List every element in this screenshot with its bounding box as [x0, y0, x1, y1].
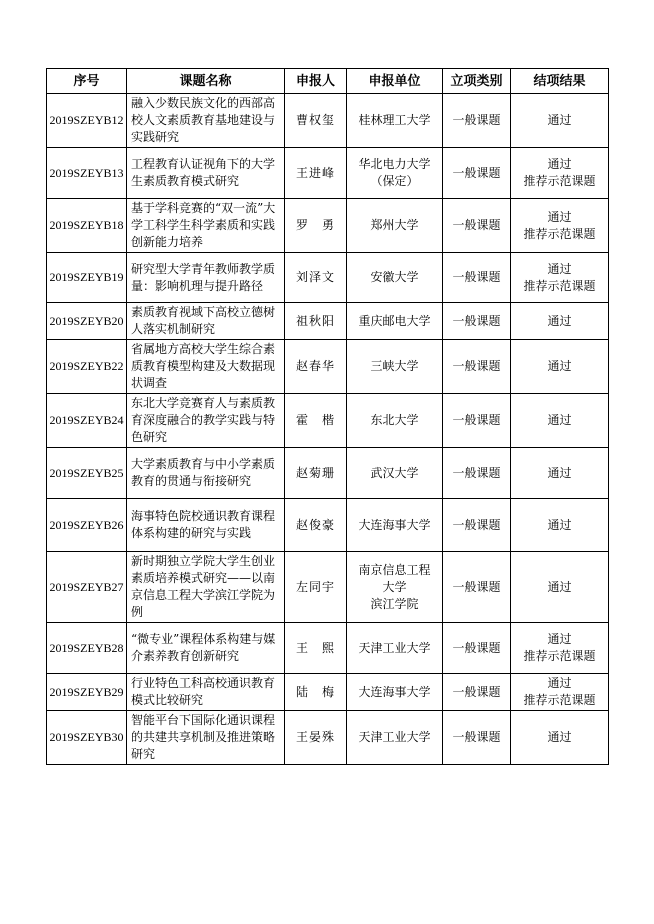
cell-title: 融入少数民族文化的西部高校人文素质教育基地建设与实践研究: [127, 94, 285, 148]
cell-unit: [347, 499, 443, 552]
cell-unit: [347, 148, 443, 199]
cell-unit-line: 天津工业大学: [358, 730, 431, 744]
cell-title: 智能平台下国际化通识课程的共建共享机制及推进策略研究: [127, 711, 285, 765]
cell-person: 左同宇: [285, 552, 347, 623]
table-body: [47, 94, 609, 765]
cell-code: 2019SZEYB12: [47, 94, 127, 148]
table-row: [47, 94, 609, 148]
cell-category: 一般课题: [443, 552, 511, 623]
cell-code: 2019SZEYB20: [47, 303, 127, 340]
cell-result-line: 推荐示范课题: [523, 174, 596, 188]
cell-unit-line: 华北电力大学: [358, 157, 431, 171]
table-row: [47, 148, 609, 199]
cell-category: 一般课题: [443, 148, 511, 199]
cell-code: 2019SZEYB25: [47, 448, 127, 499]
cell-person: 王 熙: [285, 623, 347, 674]
table-row: [47, 552, 609, 623]
cell-result: [511, 448, 609, 499]
cell-result: [511, 303, 609, 340]
cell-result-line: 通过: [547, 465, 572, 480]
cell-person: 祖秋阳: [285, 303, 347, 340]
cell-result: [511, 552, 609, 623]
cell-unit: [347, 199, 443, 253]
cell-unit-line: 大学: [382, 579, 407, 594]
cell-code: 2019SZEYB19: [47, 253, 127, 303]
cell-code: 2019SZEYB29: [47, 674, 127, 711]
cell-code: 2019SZEYB13: [47, 148, 127, 199]
cell-result: [511, 253, 609, 303]
cell-category: 一般课题: [443, 394, 511, 448]
cell-unit: [347, 552, 443, 623]
cell-code: 2019SZEYB24: [47, 394, 127, 448]
header-category: 立项类别: [443, 69, 511, 94]
cell-code: 2019SZEYB26: [47, 499, 127, 552]
header-code: 序号: [47, 69, 127, 94]
cell-title: 省属地方高校大学生综合素质教育模型构建及大数据现状调查: [127, 340, 285, 394]
header-person: 申报人: [285, 69, 347, 94]
cell-unit: [347, 674, 443, 711]
cell-unit-line: 武汉大学: [370, 465, 419, 480]
cell-result: [511, 711, 609, 765]
table-row: [47, 623, 609, 674]
cell-category: 一般课题: [443, 499, 511, 552]
cell-result-line: 通过: [547, 261, 572, 276]
cell-person: 王晏殊: [285, 711, 347, 765]
cell-title: 行业特色工科高校通识教育模式比较研究: [127, 674, 285, 711]
cell-result-line: 推荐示范课题: [523, 649, 596, 663]
cell-result-line: 通过: [547, 632, 572, 646]
cell-unit: [347, 340, 443, 394]
cell-unit: [347, 448, 443, 499]
cell-result-line: 通过: [547, 517, 572, 532]
table-row: [47, 499, 609, 552]
cell-unit: [347, 394, 443, 448]
cell-unit: [347, 623, 443, 674]
cell-person: 陆 梅: [285, 674, 347, 711]
cell-result: [511, 340, 609, 394]
cell-unit-line: 滨江学院: [370, 596, 419, 611]
cell-category: 一般课题: [443, 711, 511, 765]
cell-result-line: 通过: [547, 676, 572, 690]
header-unit: 申报单位: [347, 69, 443, 94]
cell-title: 基于学科竞赛的“双一流”大学工科学生科学素质和实践创新能力培养: [127, 199, 285, 253]
cell-title: 工程教育认证视角下的大学生素质教育模式研究: [127, 148, 285, 199]
cell-category: 一般课题: [443, 94, 511, 148]
cell-category: 一般课题: [443, 199, 511, 253]
cell-unit: [347, 253, 443, 303]
cell-category: 一般课题: [443, 623, 511, 674]
cell-result-line: 通过: [547, 413, 572, 427]
cell-unit-line: 大连海事大学: [358, 517, 431, 532]
cell-unit: [347, 303, 443, 340]
cell-unit-line: （保定）: [370, 174, 419, 188]
cell-result-line: 通过: [547, 313, 572, 328]
cell-result: [511, 623, 609, 674]
cell-person: 王进峰: [285, 148, 347, 199]
cell-result: [511, 94, 609, 148]
table-row: [47, 448, 609, 499]
cell-person: 赵俊豪: [285, 499, 347, 552]
cell-category: 一般课题: [443, 448, 511, 499]
table-row: [47, 711, 609, 765]
cell-unit-line: 南京信息工程: [358, 562, 431, 577]
cell-category: 一般课题: [443, 303, 511, 340]
cell-result-line: 通过: [547, 209, 572, 224]
cell-result-line: 通过: [547, 730, 572, 744]
cell-result-line: 通过: [547, 157, 572, 171]
cell-person: 霍 楷: [285, 394, 347, 448]
cell-category: 一般课题: [443, 674, 511, 711]
cell-unit-line: 安徽大学: [370, 270, 419, 284]
cell-unit-line: 大连海事大学: [358, 684, 431, 699]
cell-unit-line: 东北大学: [370, 413, 419, 427]
table-row: [47, 199, 609, 253]
cell-code: 2019SZEYB28: [47, 623, 127, 674]
cell-result-line: 通过: [547, 113, 572, 127]
cell-result-line: 推荐示范课题: [523, 278, 596, 293]
cell-title: 研究型大学青年教师教学质量：影响机理与提升路径: [127, 253, 285, 303]
cell-result: [511, 674, 609, 711]
cell-title: 大学素质教育与中小学素质教育的贯通与衔接研究: [127, 448, 285, 499]
cell-result-line: 通过: [547, 579, 572, 594]
cell-result: [511, 499, 609, 552]
cell-person: 曹权玺: [285, 94, 347, 148]
header-title: 课题名称: [127, 69, 285, 94]
header-result: 结项结果: [511, 69, 609, 94]
cell-title: 新时期独立学院大学生创业素质培养模式研究——以南京信息工程大学滨江学院为例: [127, 552, 285, 623]
table-row: [47, 340, 609, 394]
cell-person: 赵春华: [285, 340, 347, 394]
table-row: [47, 253, 609, 303]
table-row: [47, 674, 609, 711]
cell-title: 素质教育视域下高校立德树人落实机制研究: [127, 303, 285, 340]
table-row: [47, 303, 609, 340]
cell-person: 罗 勇: [285, 199, 347, 253]
cell-result: [511, 148, 609, 199]
cell-result: [511, 199, 609, 253]
cell-category: 一般课题: [443, 340, 511, 394]
cell-unit: [347, 94, 443, 148]
cell-unit-line: 郑州大学: [370, 218, 419, 232]
cell-result-line: 推荐示范课题: [523, 693, 596, 707]
cell-unit-line: 重庆邮电大学: [358, 313, 431, 328]
table-row: [47, 394, 609, 448]
cell-unit: [347, 711, 443, 765]
cell-code: 2019SZEYB27: [47, 552, 127, 623]
cell-result-line: 通过: [547, 359, 572, 373]
cell-title: “微专业”课程体系构建与媒介素养教育创新研究: [127, 623, 285, 674]
cell-code: 2019SZEYB22: [47, 340, 127, 394]
project-results-table: [46, 68, 609, 765]
cell-category: 一般课题: [443, 253, 511, 303]
cell-result-line: 推荐示范课题: [523, 226, 596, 241]
cell-result: [511, 394, 609, 448]
cell-person: 赵菊珊: [285, 448, 347, 499]
cell-code: 2019SZEYB18: [47, 199, 127, 253]
cell-code: 2019SZEYB30: [47, 711, 127, 765]
cell-unit-line: 天津工业大学: [358, 640, 431, 655]
cell-title: 海事特色院校通识教育课程体系构建的研究与实践: [127, 499, 285, 552]
cell-title: 东北大学竞赛育人与素质教育深度融合的教学实践与特色研究: [127, 394, 285, 448]
table-header-row: [47, 69, 609, 94]
cell-unit-line: 三峡大学: [370, 359, 419, 373]
cell-person: 刘泽文: [285, 253, 347, 303]
cell-unit-line: 桂林理工大学: [358, 113, 431, 127]
